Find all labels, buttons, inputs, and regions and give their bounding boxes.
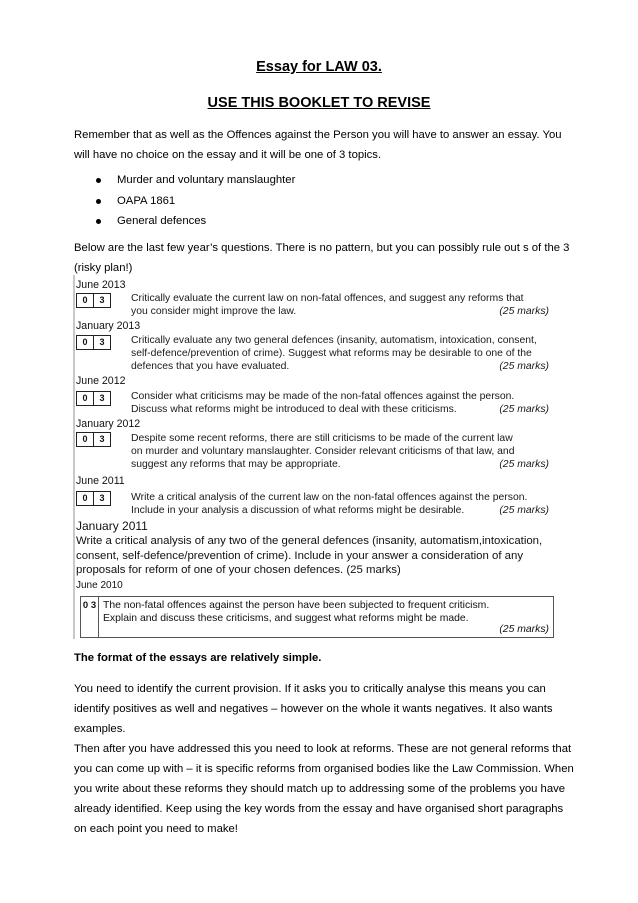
question-digit: 3 <box>99 493 105 503</box>
question-marks: (25 marks) <box>499 361 549 372</box>
question-number-box <box>76 432 111 447</box>
question-line: Write a critical analysis of the current law on the non-fatal offences against the person. <box>131 492 528 503</box>
session-label: January 2012 <box>76 418 141 430</box>
question-text <box>131 292 555 318</box>
question-line: self-defence/prevention of crime). Suggest what reforms may be desirable to one of the <box>131 348 532 360</box>
session-label: January 2013 <box>76 320 141 332</box>
question-number-box <box>76 293 111 308</box>
body-paragraph: Then after you have addressed this you need to look at reforms. These are not general reforms that you can come up with – it is specific reforms from organised bodies like the Law Commission. When you write about these reforms they should match up to addressing some of the problems you have already identified. Keep using the key words from the essay and have organised short paragraphs on each point you need to make! <box>74 743 574 835</box>
question-line: Consider what criticisms may be made of the non-fatal offences against the person. <box>131 391 515 402</box>
question-marks: (25 marks) <box>499 404 549 415</box>
question-number-cell: 0 3 <box>81 597 99 637</box>
question-digit: 3 <box>99 337 105 347</box>
session-label: June 2013 <box>76 279 126 291</box>
session-label: June 2011 <box>76 475 125 487</box>
question-text: Write a critical analysis of any two of the general defences (insanity, automatism,intoxication, consent, self-defence/prevention of crime). Include in your answer a consideration of any proposals for reform of one of your chosen defences. (25 marks) <box>76 535 543 576</box>
question-digit: 0 <box>77 433 94 446</box>
question-line: Critically evaluate any two general defences (insanity, automatism, intoxication, consent, <box>131 335 537 346</box>
list-item: Murder and voluntary manslaughter <box>74 170 295 191</box>
question-line: Discuss what reforms might be introduced to deal with these criticisms. <box>131 404 457 416</box>
question-line: on murder and voluntary manslaughter. Consider relevant criticisms of that law, and <box>131 446 515 458</box>
intro-paragraph: Remember that as well as the Offences against the Person you will have to answer an essay. You will have no choice on the essay and it will be one of 3 topics. <box>74 129 562 161</box>
topics-list <box>74 170 295 232</box>
question-digit: 3 <box>99 295 105 305</box>
question-text <box>131 432 555 472</box>
question-digit: 0 <box>77 392 94 405</box>
question-digit: 0 <box>77 492 94 505</box>
question-digit: 3 <box>99 434 105 444</box>
question-marks: (25 marks) <box>499 623 549 635</box>
question-line: suggest any reforms that may be appropriate. <box>131 459 341 471</box>
question-marks: (25 marks) <box>499 306 549 317</box>
question-number-box <box>76 335 111 350</box>
body-paragraph: You need to identify the current provision. If it asks you to critically analyse this means you can identify positives as well and negatives – however on the whole it wants negatives. It also wants examples. <box>74 683 553 735</box>
question-text <box>99 597 553 637</box>
question-text <box>131 334 555 374</box>
document-subtitle: USE THIS BOOKLET TO REVISE <box>207 95 431 111</box>
question-line: Explain and discuss these criticisms, and suggest what reforms might be made. <box>103 612 469 624</box>
question-line: The non-fatal offences against the person have been subjected to frequent criticism. <box>103 600 490 611</box>
question-line: Critically evaluate the current law on non-fatal offences, and suggest any reforms that <box>131 293 524 304</box>
question-table <box>80 596 554 638</box>
question-digit: 0 <box>77 336 94 349</box>
list-item: OAPA 1861 <box>74 191 295 212</box>
image-edge <box>73 275 75 639</box>
past-questions-image <box>73 275 559 639</box>
question-line: Include in your analysis a discussion of what reforms might be desirable. <box>131 505 465 517</box>
question-digit: 0 <box>77 294 94 307</box>
question-digit: 3 <box>99 393 105 403</box>
list-item: General defences <box>74 211 295 232</box>
questions-intro-paragraph: Below are the last few year’s questions. There is no pattern, but you can possibly rule out s of the 3 (risky plan!) <box>74 242 570 274</box>
question-line: Despite some recent reforms, there are still criticisms to be made of the current law <box>131 433 513 444</box>
question-marks: (25 marks) <box>499 459 549 470</box>
question-text <box>131 491 555 517</box>
session-label: June 2012 <box>76 375 126 387</box>
question-line: you consider might improve the law. <box>131 306 297 318</box>
format-heading: The format of the essays are relatively simple. <box>74 652 322 664</box>
question-marks: (25 marks) <box>499 505 549 516</box>
session-label: January 2011 <box>76 519 148 533</box>
question-number-box <box>76 391 111 406</box>
question-number-box <box>76 491 111 506</box>
document-title: Essay for LAW 03. <box>256 59 382 75</box>
question-line: defences that you have evaluated. <box>131 361 290 373</box>
question-text <box>131 390 555 416</box>
session-label: June 2010 <box>76 580 123 591</box>
